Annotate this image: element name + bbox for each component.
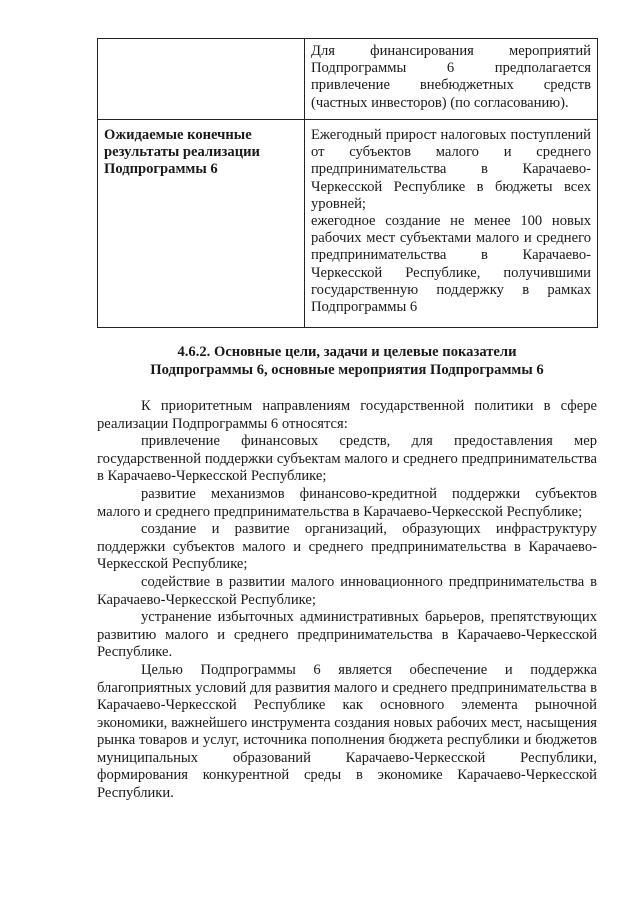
list-item: привлечение финансовых средств, для предоставления мер государственной поддержки субъектам малого и среднего предпринимательства в Карачаево-Черкесской Республике; bbox=[97, 433, 597, 485]
funding-text: Для финансирования мероприятий Подпрограммы 6 предполагается привлечение внебюджетных средств (частных инвесторов) (по согласованию). bbox=[311, 43, 591, 111]
list-item: содействие в развитии малого инновационного предпринимательства в Карачаево-Черкесской Республике; bbox=[97, 573, 597, 608]
paragraph-intro: К приоритетным направлениям государственной политики в сфере реализации Подпрограммы 6 относятся: bbox=[97, 398, 597, 432]
list-item: создание и развитие организаций, образующих инфраструктуру поддержки субъектов малого и среднего предпринимательства в Карачаево-Черкесской Республике; bbox=[97, 521, 597, 573]
section-heading bbox=[97, 343, 597, 379]
subprogram-passport-table bbox=[97, 38, 598, 328]
table-row bbox=[98, 120, 598, 328]
section-body bbox=[97, 398, 597, 803]
table-cell-label bbox=[98, 39, 305, 120]
list-item: устранение избыточных административных барьеров, препятствующих развитию малого и среднего предпринимательства в Карачаево-Черкесской Республике. bbox=[97, 609, 597, 661]
section-heading-line-1: 4.6.2. Основные цели, задачи и целевые показатели bbox=[177, 344, 517, 360]
table-row bbox=[98, 39, 598, 120]
table-cell-value bbox=[305, 120, 598, 328]
expected-result-1: Ежегодный прирост налоговых поступлений от субъектов малого и среднего предпринимательства в Карачаево-Черкесской Республике в бюджеты всех уровней; bbox=[311, 127, 591, 212]
paragraph-goal: Целью Подпрограммы 6 является обеспечение и поддержка благоприятных условий для развития малого и среднего предпринимательства в Карачаево-Черкесской Республике как основного элемента рыночной экономики, важнейшего инструмента создания новых рабочих мест, насыщения рынка товаров и услуг, источника пополнения бюджета республики и бюджетов муниципальных образований Карачаево-Черкесской Республики, формирования конкурентной среды в экономике Карачаево-Черкесской Республики. bbox=[97, 661, 597, 802]
section-heading-line-2: Подпрограммы 6, основные мероприятия Подпрограммы 6 bbox=[150, 362, 544, 378]
table-cell-value bbox=[305, 39, 598, 120]
expected-results-label: Ожидаемые конечные результаты реализации Подпрограммы 6 bbox=[98, 120, 305, 328]
expected-result-2: ежегодное создание не менее 100 новых рабочих мест субъектами малого и среднего предпринимательства в Карачаево-Черкесской Республике, получившими государственную поддержку в рамках Подпрограммы 6 bbox=[311, 213, 591, 316]
list-item: развитие механизмов финансово-кредитной поддержки субъектов малого и среднего предпринимательства в Карачаево-Черкесской Республике; bbox=[97, 485, 597, 520]
